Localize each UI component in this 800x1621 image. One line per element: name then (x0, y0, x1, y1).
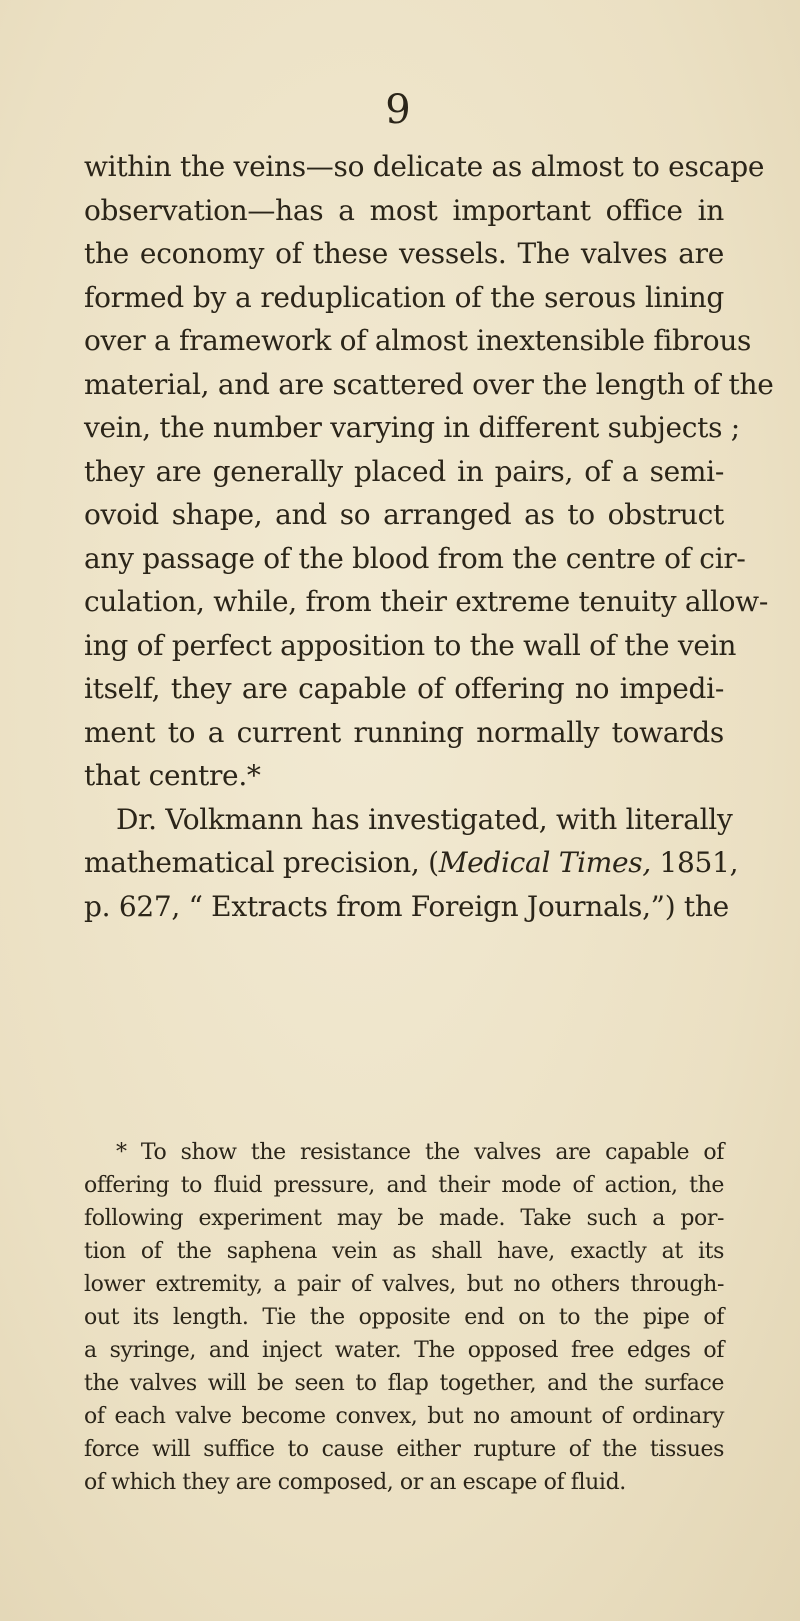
body-line: vein, the number varying in different subjects ; (84, 411, 740, 444)
body-line: ovoid shape, and so arranged as to obstruct (84, 498, 724, 531)
body-line: itself, they are capable of offering no impedi- (84, 672, 724, 705)
body-line: ing of perfect apposition to the wall of the vein (84, 628, 737, 662)
journal-title: Medical Times, (438, 846, 651, 879)
body-line: that centre.* (84, 759, 261, 792)
body-line: Dr. Volkmann has investigated, with literally (116, 802, 733, 836)
footnote-line: out its length. Tie the opposite end on to the pipe of (84, 1305, 724, 1330)
body-line: any passage of the blood from the centre of cir- (84, 541, 746, 575)
citation-year: 1851, (650, 846, 739, 879)
body-line: the economy of these vessels. The valves are (84, 237, 724, 270)
body-text (84, 145, 774, 928)
footnote-line: * To show the resistance the valves are capable of (116, 1140, 724, 1165)
body-line-citation (84, 841, 739, 885)
footnote (84, 1136, 724, 1499)
footnote-line: of each valve become convex, but no amount of ordinary (84, 1404, 724, 1429)
footnote-line: lower extremity, a pair of valves, but no others through- (84, 1272, 724, 1297)
body-line: ment to a current running normally towards (84, 715, 724, 749)
body-line: culation, while, from their extreme tenuity allow- (84, 585, 768, 618)
body-line: observation—has a most important office in (84, 193, 724, 227)
body-line: they are generally placed in pairs, of a semi- (84, 454, 724, 488)
footnote-line: of which they are composed, or an escape of fluid. (84, 1470, 626, 1495)
body-line: over a framework of almost inextensible fibrous (84, 324, 752, 357)
footnote-line: force will suffice to cause either rupture of the tissues (84, 1437, 724, 1462)
citation-prefix: mathematical precision, ( (84, 846, 439, 879)
footnote-line: following experiment may be made. Take such a por- (84, 1206, 724, 1231)
footnote-line: a syringe, and inject water. The opposed free edges of (84, 1338, 724, 1363)
body-line: within the veins—so delicate as almost to escape (84, 150, 765, 183)
footnote-line: offering to fluid pressure, and their mode of action, the (84, 1173, 724, 1198)
page-number: 9 (385, 87, 411, 133)
body-line: material, and are scattered over the length of the (84, 367, 774, 401)
footnote-line: the valves will be seen to flap together, and the surface (84, 1371, 724, 1396)
body-line: p. 627, “ Extracts from Foreign Journals,”) the (84, 889, 729, 923)
body-line: formed by a reduplication of the serous lining (84, 280, 724, 314)
footnote-line: tion of the saphena vein as shall have, exactly at its (84, 1239, 724, 1264)
